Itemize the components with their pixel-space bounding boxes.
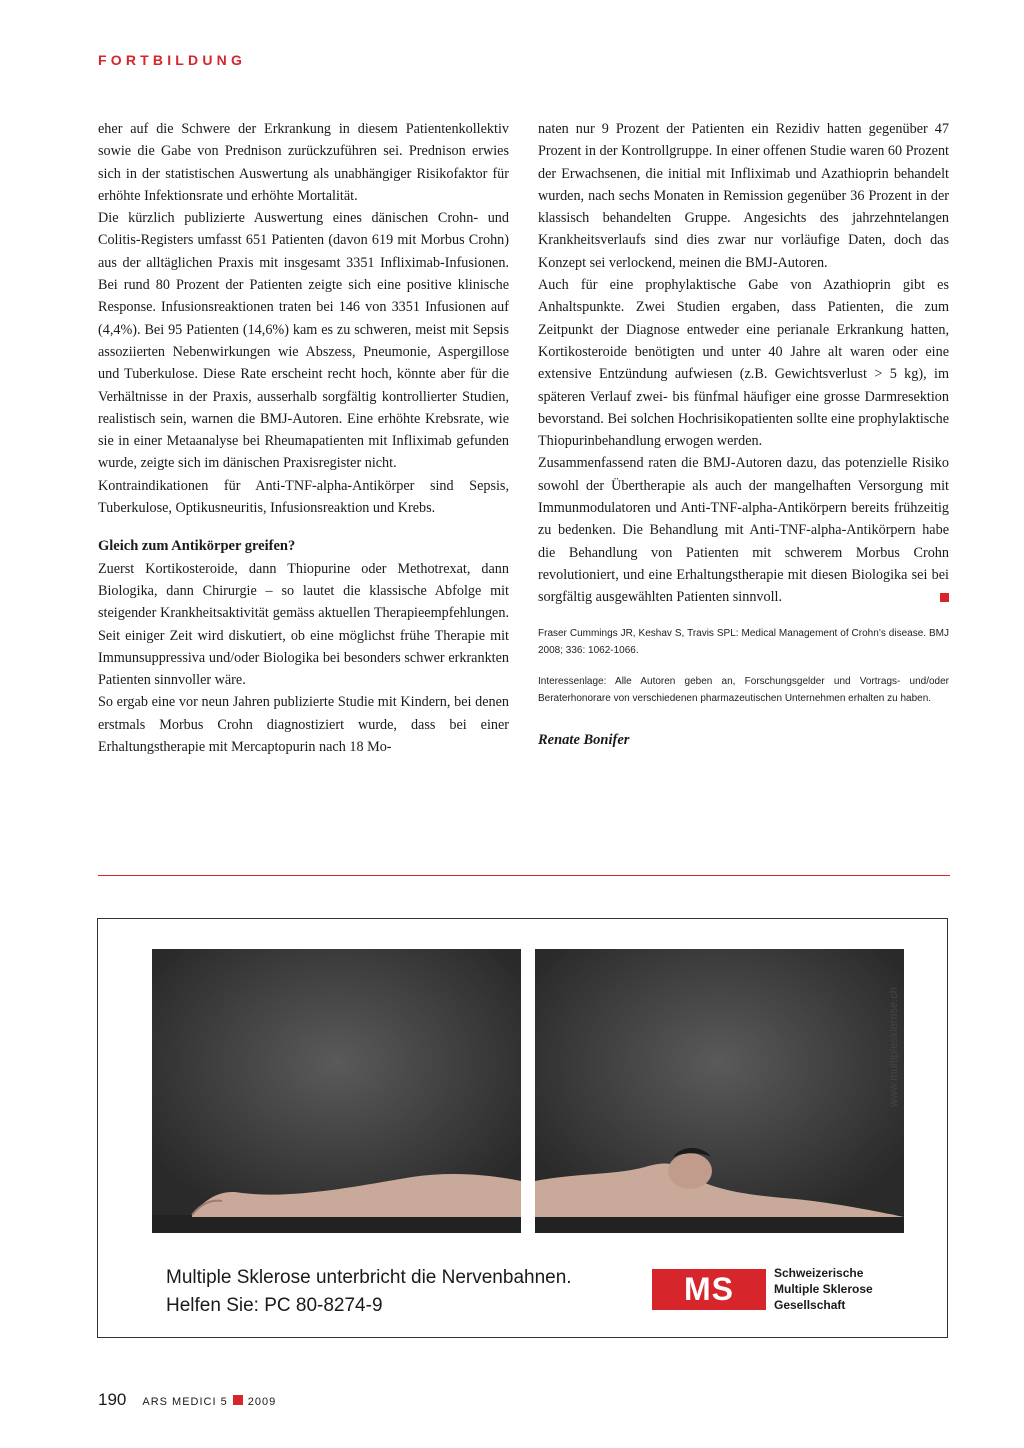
organization-name [774,1265,873,1313]
page-number: 190 [98,1390,127,1409]
paragraph: Kontraindikationen für Anti-TNF-alpha-Antikörper sind Sepsis, Tuberkulose, Optikusneuritis, Infusionsreaktion und Krebs. [98,477,509,517]
advertisement[interactable] [97,918,948,1338]
paragraph [538,452,949,608]
section-heading: Gleich zum Antikörper greifen? [98,538,296,555]
paragraph: naten nur 9 Prozent der Patienten ein Rezidiv hatten gegenüber 47 Prozent in der Kontrollgruppe. In einer offenen Studie waren 60 Prozent der Erwachsenen, die initial mit Infliximab und Azathioprin behandelt wurden, nach sechs Monaten in Remission gegenüber 36 Prozent in der klassisch behandelten Gruppe. Angesichts des jahrzehntelangen Krankheitsverlaufs sind dies zwar nur vorläufige Daten, doch das Konzept sei verlockend, meinen die BMJ-Autoren. [538,121,949,271]
right-column [538,118,949,751]
org-line: Gesellschaft [774,1298,846,1312]
author: Renate Bonifer [538,731,630,748]
conflict-of-interest: Interessenlage: Alle Autoren geben an, Forschungsgelder und Vortrags- und/oder Beraterhonorare von verschiedenen pharmazeutischen Unternehmen erhalten zu haben. [538,675,949,704]
photo-right [535,949,904,1233]
org-line: Schweizerische [774,1266,864,1280]
ms-logo: MS [652,1269,766,1310]
paragraph: So ergab eine vor neun Jahren publizierte Studie mit Kindern, bei denen erstmals Morbus Crohn diagnostiziert wurde, dass bei einer Erhaltungstherapie mit Mercaptopurin nach 18 Mo- [98,694,509,756]
journal-name: ARS MEDICI 5 [142,1396,228,1408]
page-footer [98,1390,276,1410]
section-label: FORTBILDUNG [98,52,247,68]
end-mark-icon [940,593,949,602]
legs-photo-icon [152,949,521,1233]
paragraph: Auch für eine prophylaktische Gabe von Azathioprin gibt es Anhaltspunkte. Zwei Studien ergaben, dass Patienten, die zum Zeitpunkt der Diagnose entweder eine perianale Erkrankung hatten, Kortikosteroide benötigten und unter 40 Jahre alt waren oder eine extensive Entzündung aufwiesen (z.B. Gewichtsverlust > 5 kg), im späteren Verlauf zwei- bis fünfmal häufiger eine grosse Darmresektion bevorstand. Bei solchen Hochrisikopatienten sollte eine prophylaktische Thiopurinbehandlung erwogen werden. [538,277,949,450]
ad-headline: Multiple Sklerose unterbricht die Nervenbahnen. [166,1267,572,1288]
paragraph: eher auf die Schwere der Erkrankung in diesem Patientenkollektiv sowie die Gabe von Prednison zurückzuführen sei. Prednison erwies sich in der statistischen Auswertung als unabhängiger Risikofaktor für erhöhte Infektionsrate und erhöhte Mortalität. [98,121,509,204]
reference: Fraser Cummings JR, Keshav S, Travis SPL: Medical Management of Crohn’s disease. BMJ 2008; 336: 1062-1066. [538,627,949,656]
website-url[interactable]: www.multiplesklerose.ch [888,987,900,1107]
paragraph-text: Zusammenfassend raten die BMJ-Autoren dazu, das potenzielle Risiko sowohl der Übertherapie als auch der mangelhaften Versorgung mit Immunmodulatoren und Anti-TNF-alpha-Antikörpern bereits frühzeitig zu bedenken. Die Behandlung mit Anti-TNF-alpha-Antikörpern habe die Behandlung von Patienten mit schwerem Morbus Crohn revolutioniert, und eine Erhaltungstherapie mit diesen Biologika sei bei sorgfältig ausgewählten Patienten sinnvoll. [538,455,949,606]
ad-donation-line: Helfen Sie: PC 80-8274-9 [166,1295,383,1316]
journal-year: 2009 [247,1396,277,1408]
photo-left [152,949,521,1233]
paragraph: Die kürzlich publizierte Auswertung eines dänischen Crohn- und Colitis-Registers umfasst 651 Patienten (davon 619 mit Morbus Crohn) aus der alltäglichen Praxis mit insgesamt 3351 Infliximab-Infusionen. Bei rund 80 Prozent der Patienten zeigte sich eine positive klinische Response. Infusionsreaktionen traten bei 146 von 3351 Infusionen auf (4,4%). Bei 95 Patienten (14,6%) kam es zu schweren, meist mit Sepsis assoziierten Nebenwirkungen wie Abszess, Pneumonie, Aspergillose und Tuberkulose. Diese Rate erscheint recht hoch, könnte aber für die Verhältnisse in der Praxis, ausserhalb sorgfältig kontrollierter Studien, realistisch sein, warnen die BMJ-Autoren. Eine erhöhte Krebsrate, wie sie in einer Metaanalyse bei Rheumapatienten mit Infliximab gefunden wurde, zeigte sich im dänischen Praxisregister nicht. [98,210,509,472]
paragraph: Zuerst Kortikosteroide, dann Thiopurine oder Methotrexat, dann Biologika, dann Chirurgie – so lautet die klassische Abfolge mit steigender Krankheitsaktivität gemäss aktuellen Therapieempfehlungen. Seit einiger Zeit wird diskutiert, ob eine möglichst frühe Therapie mit Immunsuppressiva und/oder Biologika bei besonders schwer erkrankten Patienten sinnvoller wäre. [98,560,509,689]
separator-square-icon [233,1395,243,1405]
divider [98,875,950,876]
org-line: Multiple Sklerose [774,1282,873,1296]
woman-photo-icon [535,949,904,1233]
left-column [98,118,509,758]
